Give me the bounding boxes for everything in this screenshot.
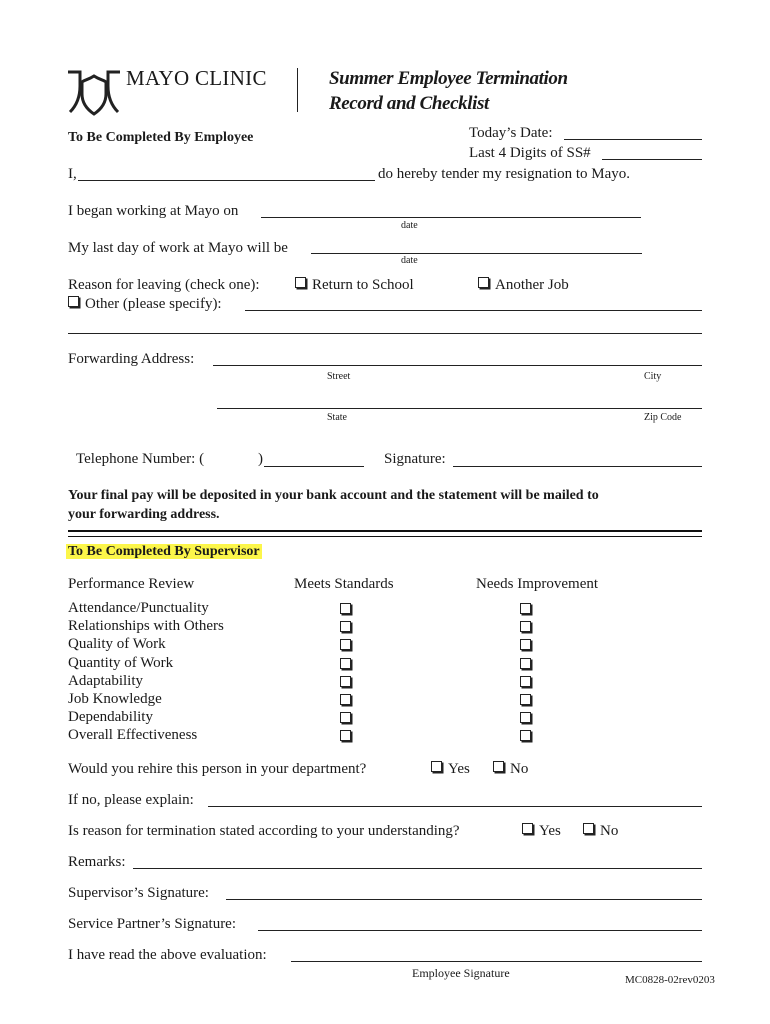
telephone-close: ) [258,451,263,467]
telephone-label: Telephone Number: ( [76,451,205,467]
remarks-field[interactable] [133,868,702,869]
needs-checkbox[interactable] [520,694,531,705]
street-city-field[interactable] [213,365,702,366]
needs-checkbox[interactable] [520,676,531,687]
ss-label: Last 4 Digits of SS# [469,145,591,161]
checkbox[interactable] [522,823,533,834]
needs-checkbox[interactable] [520,712,531,723]
criterion-label: Relationships with Others [68,618,224,635]
signature-label: Signature: [384,451,446,467]
meets-checkbox[interactable] [340,658,351,669]
reason-label: Reason for leaving (check one): [68,277,260,293]
supervisor-section-heading: To Be Completed By Supervisor [68,544,260,559]
reason-return-to-school[interactable]: Return to School [295,277,414,294]
employee-signature-caption: Employee Signature [412,966,510,980]
rehire-question: Would you rehire this person in your department? [68,761,367,777]
last-day-field[interactable] [311,253,642,254]
meets-checkbox[interactable] [340,694,351,705]
employee-name-field[interactable] [78,180,375,181]
forwarding-address-label: Forwarding Address: [68,351,195,367]
employee-section-heading: To Be Completed By Employee [68,130,254,145]
reason-other[interactable]: Other (please specify): [68,296,222,313]
checkbox[interactable] [478,277,489,288]
remarks-label: Remarks: [68,854,126,870]
reason-other-field-2[interactable] [68,333,702,334]
section-divider [68,530,702,537]
telephone-field[interactable] [264,466,364,467]
rehire-no[interactable]: No [493,761,528,778]
todays-date-label: Today’s Date: [469,125,553,141]
meets-checkbox[interactable] [340,730,351,741]
col-needs-improvement: Needs Improvement [476,576,599,592]
employee-acknowledgement-field[interactable] [291,961,702,962]
state-zip-field[interactable] [217,408,702,409]
state-caption: State [327,412,347,423]
criteria-list [68,599,224,745]
checkbox[interactable] [493,761,504,772]
reason-another-job[interactable]: Another Job [478,277,569,294]
meets-standards-checkboxes [340,602,357,748]
needs-checkbox[interactable] [520,639,531,650]
criterion-label: Job Knowledge [68,691,162,708]
read-evaluation-label: I have read the above evaluation: [68,947,267,963]
last-day-label: My last day of work at Mayo will be [68,240,288,256]
began-working-label: I began working at Mayo on [68,203,239,219]
meets-checkbox[interactable] [340,639,351,650]
zip-caption: Zip Code [644,412,682,423]
supervisor-signature-field[interactable] [226,899,702,900]
ss-digits-field[interactable] [602,159,702,160]
checkbox[interactable] [431,761,442,772]
reason-other-field[interactable] [245,310,702,311]
needs-improvement-checkboxes [520,602,537,748]
checkbox[interactable] [583,823,594,834]
brand-name: MAYO CLINIC [126,66,267,90]
reason-yes[interactable]: Yes [522,823,561,840]
form-title-line1: Summer Employee Termination [329,68,568,89]
explain-label: If no, please explain: [68,792,194,808]
explain-field[interactable] [208,806,702,807]
criterion-label: Quantity of Work [68,654,174,671]
criterion-label: Dependability [68,709,153,726]
start-date-field[interactable] [261,217,641,218]
meets-checkbox[interactable] [340,621,351,632]
mayo-clinic-shields-logo [66,68,122,116]
form-code: MC0828-02rev0203 [625,974,715,986]
checkbox[interactable] [295,277,306,288]
needs-checkbox[interactable] [520,730,531,741]
criterion-label: Adaptability [68,672,143,689]
pay-notice-line1: Your final pay will be deposited in your bank account and the statement will be mailed to [68,488,599,503]
meets-checkbox[interactable] [340,603,351,614]
criterion-label: Attendance/Punctuality [68,600,209,616]
meets-checkbox[interactable] [340,676,351,687]
meets-checkbox[interactable] [340,712,351,723]
employee-signature-field[interactable] [453,466,702,467]
supervisor-signature-label: Supervisor’s Signature: [68,885,209,901]
rehire-yes[interactable]: Yes [431,761,470,778]
criterion-label: Quality of Work [68,636,166,653]
date-caption: date [401,255,418,266]
reason-no[interactable]: No [583,823,618,840]
criterion-label: Overall Effectiveness [68,727,198,744]
header-divider [297,68,298,112]
checkbox[interactable] [68,296,79,307]
todays-date-field[interactable] [564,139,702,140]
date-caption: date [401,220,418,231]
col-performance-review: Performance Review [68,576,195,592]
needs-checkbox[interactable] [520,621,531,632]
service-partner-signature-label: Service Partner’s Signature: [68,916,237,932]
needs-checkbox[interactable] [520,603,531,614]
col-meets-standards: Meets Standards [294,576,394,592]
reason-question: Is reason for termination stated according to your understanding? [68,823,460,839]
resign-text: do hereby tender my resignation to Mayo. [378,166,631,182]
needs-checkbox[interactable] [520,658,531,669]
street-caption: Street [327,371,351,382]
service-partner-signature-field[interactable] [258,930,702,931]
i-label: I, [68,166,77,182]
city-caption: City [644,371,662,382]
form-title-line2: Record and Checklist [329,93,489,114]
pay-notice-line2: your forwarding address. [68,507,220,522]
